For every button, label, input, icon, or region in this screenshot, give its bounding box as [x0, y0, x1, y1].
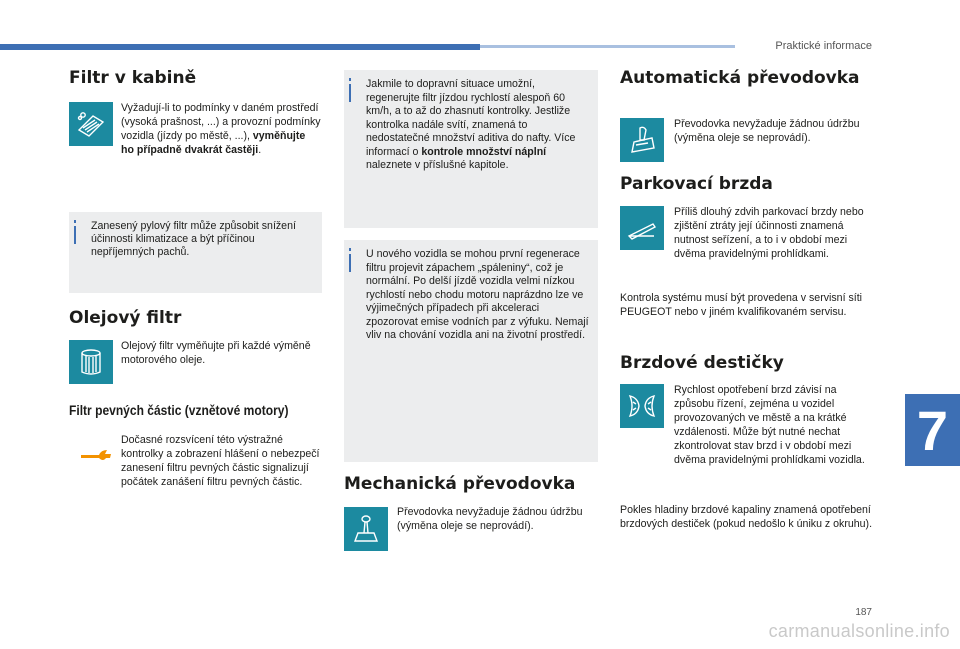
- oil-filter-icon: [69, 340, 113, 384]
- particle-filter-title: Filtr pevných částic (vznětové motory): [69, 402, 289, 418]
- brake-pads-text-2: Pokles hladiny brzdové kapaliny znamená opotřebení brzdových destiček (pokud nedošlo k úniku z okruhu).: [620, 504, 873, 530]
- regeneration-info-text: Jakmile to dopravní situace umožní, regenerujte filtr jízdou rychlostí alespoň 60 km/h, a to až do zhasnutí kontrolky. Jestliže kontrolka nadále svítí, znamená to nedostatečné množství aditiva do nafty. Více informací o kontrole množství náplní naleznete v příslušné kapitole.: [366, 78, 576, 171]
- manual-gearbox-text: Převodovka nevyžaduje žádnou údržbu (výměna oleje se neprovádí).: [397, 506, 583, 532]
- particle-filter-text: Dočasné rozsvícení této výstražné kontrolky a zobrazení hlášení o nebezpečí zanesení filtru pevných částic signalizují počátek zanášení filtru pevných částic.: [121, 434, 320, 488]
- oil-filter-title: Olejový filtr: [69, 308, 182, 328]
- parking-brake-title: Parkovací brzda: [620, 174, 773, 194]
- page-number: 187: [855, 607, 872, 618]
- gear-lever-icon: [344, 507, 388, 551]
- manual-gearbox-title: Mechanická převodovka: [344, 474, 576, 494]
- automatic-gearbox-title: Automatická převodovka: [620, 68, 860, 88]
- watermark: carmanualsonline.info: [768, 621, 950, 641]
- cabin-filter-icon: [69, 102, 113, 146]
- section-title: Praktické informace: [775, 40, 872, 52]
- oil-filter-text: Olejový filtr vyměňujte při každé výměně motorového oleje.: [121, 340, 311, 366]
- automatic-selector-icon: [620, 118, 664, 162]
- brake-pads-title: Brzdové destičky: [620, 353, 784, 373]
- chapter-tab[interactable]: 7: [905, 394, 960, 466]
- cabin-filter-title: Filtr v kabině: [69, 68, 197, 88]
- cabin-filter-info-text: Zanesený pylový filtr může způsobit snížení účinnosti klimatizace a být příčinou nepříjemných pachů.: [91, 220, 296, 258]
- particle-filter-warning-icon: [81, 448, 111, 464]
- new-vehicle-info-text: U nového vozidla se mohou první regenerace filtru projevit zápachem „spáleniny“, což je normální. Po delší jízdě vozidla velmi nízkou rychlostí nebo chodu motoru naprázdno lze ve výjimečných případech při akceleraci zpozorovat emise vodních par z výfuku. Nemají vliv na chování vozidla ani na životní prostředí.: [366, 248, 589, 341]
- parking-brake-text: Příliš dlouhý zdvih parkovací brzdy nebo zjištění ztráty její účinnosti znamená nutnost seřízení, a to i v období mezi dvěma pravidelnými prohlídkami.: [674, 206, 864, 260]
- cabin-filter-text: Vyžadují-li to podmínky v daném prostředí (vysoká prašnost, ...) a provozní podmínky vozidla (jízdy po městě, ...), vyměňujte ho případně dvakrát častěji.: [121, 102, 321, 156]
- header-bar: [0, 44, 480, 50]
- header-bar-light: [480, 45, 735, 48]
- brake-pads-text: Rychlost opotřebení brzd závisí na způsobu řízení, zejména u vozidel provozovaných ve městě a na krátké vzdálenosti. Může být nutné nechat zkontrolovat stav brzd i v období mezi dvěma pravidelnými prohlídkami vozidla.: [674, 384, 865, 466]
- automatic-gearbox-text: Převodovka nevyžaduje žádnou údržbu (výměna oleje se neprovádí).: [674, 118, 860, 144]
- parking-brake-text-2: Kontrola systému musí být provedena v servisní síti PEUGEOT nebo v jiném kvalifikovaném servisu.: [620, 292, 862, 318]
- cabin-filter-info: [69, 212, 322, 293]
- regeneration-info: [344, 70, 598, 228]
- brake-pads-icon: [620, 384, 664, 428]
- new-vehicle-info: [344, 240, 598, 462]
- parking-brake-icon: [620, 206, 664, 250]
